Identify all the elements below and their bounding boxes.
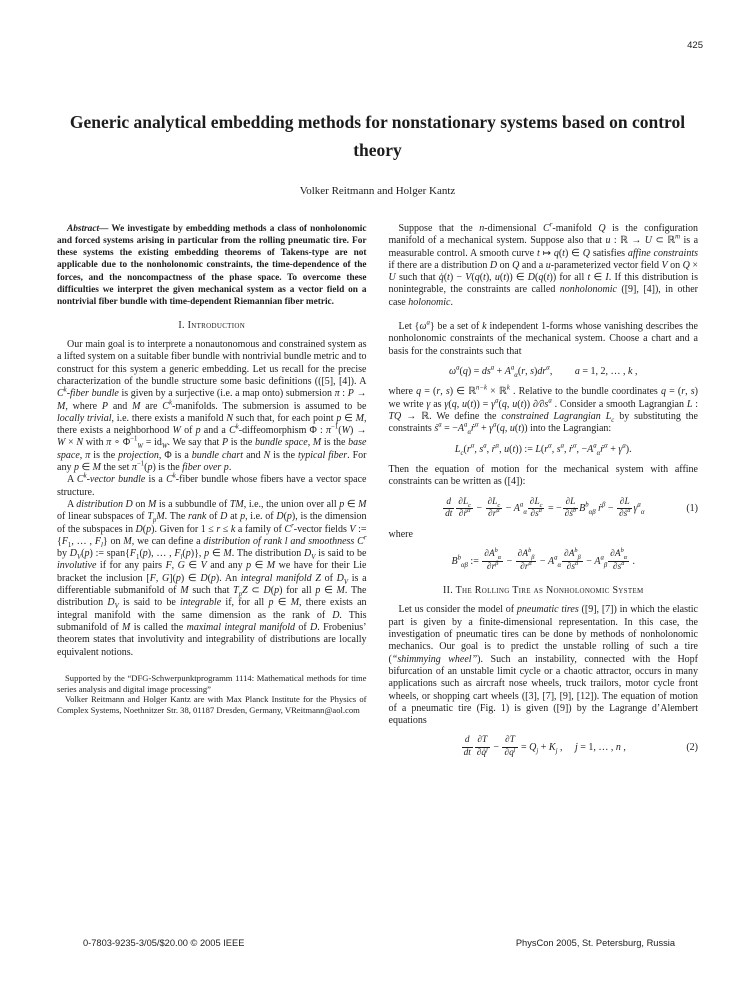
- equation-1-body: $\frac{d}{dt}$ $\frac{\partial L_c}{\partial ṙ^\alpha}$ − $\frac{\partial L_c}{\partial r^\alpha}$ − $A^a_\alpha$ $\frac{\partial L_c}{\partial s^a}$ = − $\frac{\partial L}{\partial ṡ^b}$ $B^b_{\alpha\beta}$ ṙ$^\beta$ − $\frac{\partial L}{\partial ṡ^a}$ $\gamma^a_\alpha$: [445, 496, 645, 520]
- paper-title: Generic analytical embedding methods for nonstationary systems based on control theory: [69, 112, 686, 160]
- paragraph-pneumatic-tires: Let us consider the model of pneumatic tires ([9], [7]) in which the elastic part is given by a finite-dimensional representation. In this case, the investigation of pneumatic tires can be done by methods of nonholonomic mechanics. Our goal is to predict the unstable rolling of such a tire (“shimmying wheel”). Such an instability, connected with the Hopf bifurcation of an unstable limit cycle or a chaotic attractor, occurs in many applications such as aircraft nose wheels, truck trailors, motor cycle front wheels, or shopping cart wheels ([3], [7], [9], [12]). The equation of motion of a pneumatic tire (Fig. 1) is given ([9]) by the Lagrange d’Alembert equations: [388, 604, 699, 727]
- paragraph-one-forms: Let $\{\omega^a\}$ be a set of k independent 1-forms whose vanishing describes the nonholonomic constraints of the mechanical system. Choose a chart and a basis for the constraints such that: [388, 319, 698, 357]
- paragraph-configuration-manifold: Suppose that the n-dimensional $C^r$-manifold Q is the configuration manifold of a mechanical system. Suppose also that u : ℝ → U ⊂ ℝ$^m$ is a measurable control. A smooth curve t ↦ q(t) ∈ Q satisfies affine constraints if there are a distribution D on Q and a u-parameterized vector field V on Q × U such that q̇(t) − V(q(t), u(t)) ∈ D(q(t)) for all t ∈ I. If this distribution is nonintegrable, the constraints are called nonholonomic ([9], [4]), in other case holonomic.: [388, 221, 699, 308]
- equation-2-body: $\frac{d}{dt}$ $\frac{\partial T}{\partial q̇^j}$ − $\frac{\partial T}{\partial q^j}$ = $Q_j + K_j$ , j = 1, … , n ,: [463, 735, 626, 759]
- intro-paragraph-1: Our main goal is to interprete a nonautonomous and constrained system as a lifted system on a suitable fiber bundle with nontrivial bundle metric and to construct for this system a generic embedding. Let us recall for the precise characterization of the bundle structure some basic definitions (([5], [4]). A $C^k$-fiber bundle is given by a surjective (i.e. a map onto) submersion π : P → M, where P and M are $C^k$-manifolds. The submersion is assumed to be locally trivial, i.e. there exists a manifold N such that, for each point p ∈ M, there exists a neighborhood W of p and a $C^k$-diffeomorphism Φ : $\pi^{-1}(W) \to W \times N$ with π ∘ $\Phi^{-1}_W = id_W$. We say that P is the bundle space, M is the base space, π is the projection, Φ is a bundle chart and N is the typical fiber. For any p ∈ M the set $\pi^{-1}(p)$ is the fiber over p.: [57, 339, 367, 474]
- equation-constraints: [389, 366, 699, 379]
- equation-1-number: (1): [686, 502, 698, 514]
- equation-curvature-B: [389, 549, 699, 573]
- paragraph-equation-of-motion: Then the equation of motion for the mechanical system with affine constraints can be written as ([4]):: [388, 464, 698, 488]
- paper-authors: Volker Reitmann and Holger Kantz: [299, 185, 456, 197]
- footnote-affiliation: Volker Reitmann and Holger Kantz are with Max Planck Institute for the Physics of Complex Systems, Noethnitzer Str. 38, 01187 Dresden, Germany, VReitmann@aol.com: [57, 694, 367, 715]
- equation-constrained-lagrangian: [389, 444, 699, 457]
- right-column: [389, 223, 699, 768]
- equation-curvature-B-body: $B^b_{\alpha\beta}$ := $\partial A^b_\alpha$ $\partial r^\beta$ − $\partial A^b_\beta$ $\partial r^\alpha$ − $A^a_\alpha$ $\partial A^b_\beta$ $\partial s^a$ − $A^a_\beta$ $\partial A^b_\alpha$ $\partial s^a$ .: [451, 547, 636, 572]
- section-heading-introduction: I. Introduction: [178, 320, 246, 332]
- section-heading-rolling-tire: II. The Rolling Tire as Nonholonomic System: [442, 585, 644, 597]
- footnote-block: [57, 673, 367, 716]
- paragraph-bundle-coordinates: where q = (r, s) ∈ ℝ$^{n-k}$ × ℝ$^k$ . Relative to the bundle coordinates q = (r, s) we write γ as γ(q, $u(t)) = \gamma^a(q$, u(t)) $\partial⁄\partial s^a$ . Consider a smooth Lagrangian L : TQ → ℝ. We define the constrained Lagrangian $L_c$ by substituting the constraints ṡ$^a$ = $-A^a_\alpha ṙ^\alpha + \gamma^a(q$, u(t)) into the Lagrangian:: [388, 385, 699, 437]
- intro-paragraph-2: A $C^k$-vector bundle is a $C^k$-fiber bundle whose fibers have a vector space structure.: [57, 473, 367, 498]
- conference-info: PhysCon 2005, St. Petersburg, Russia: [515, 938, 675, 948]
- equation-1: [389, 497, 699, 521]
- equation-constrained-lagrangian-body: $L_c(r^\alpha$, $s^a$, ṙ$^\alpha$, u(t)) := $L(r^\alpha$, $s^a$, ṙ$^\alpha$, $-A^a_\alpha ṙ^\alpha + \gamma^a$).: [454, 442, 632, 457]
- footnote-support: Supported by the “DFG-Schwerpunktprogramm 1114: Mathematical methods for time series analysis and digital image processing”: [57, 672, 367, 694]
- equation-2: [389, 735, 699, 759]
- equation-2-number: (2): [686, 741, 698, 753]
- two-column-body: [57, 223, 698, 768]
- paragraph-where: where: [388, 528, 413, 540]
- equation-constraints-body: $\omega^a(q) = ds^a + A^a_\alpha(r$, $s)dr^\alpha$, a = 1, 2, … , k ,: [449, 364, 638, 379]
- intro-paragraph-3: A distribution D on M is a subbundle of TM, i.e., the union over all p ∈ M of linear subspaces of $T_pM$. The rank of D at p, i.e. of D(p), is the dimension of the subspaces in D(p). Given for 1 ≤ r ≤ k a family of $C^r$-vector fields V := {$F_1$, … , $F_l$} on M, we can define a distribution of rank l and smoothness $C^r$ by $D_V(p)$ := $span\{F_1(p)$, … , $F_l(p)$}, p ∈ M. The distribution $D_V$ is said to be involutive if for any pairs F, G ∈ V and any p ∈ M we have for their Lie bracket the inclusion [F, G](p) ∈ D(p). An integral manifold Z of $D_V$ is a differentiable submanifold of M such that $T_pZ$ ⊂ D(p) for all p ∈ M. The distribution $D_V$ is said to be integrable if, for all p ∈ M, there exists an integral manifold with the same dimension as the rank of D. This submanifold of M is called the maximal integral manifold of D. Frobenius’ theorem states that involutivity and integrability of distributions are locally equivalent notions.: [57, 498, 367, 658]
- page-number: 425: [687, 40, 703, 51]
- left-column: [57, 223, 367, 768]
- copyright-notice: 0-7803-9235-3/05/$20.00 © 2005 IEEE: [83, 938, 245, 948]
- abstract-paragraph: Abstract— We investigate by embedding methods a class of nonholonomic and forced systems arising in particular from the rolling pneumatic tire. For these systems the existing embedding theorems of Takens-type are not applicable due to the nonholonomic constraints, the time-dependence of the forces, and the noncompactness of the phase space. To overcome these difficulties we interpret the given mechanical system as a vector field on a nontrivial fiber bundle with time-dependent Riemannian fiber metric.: [57, 224, 367, 307]
